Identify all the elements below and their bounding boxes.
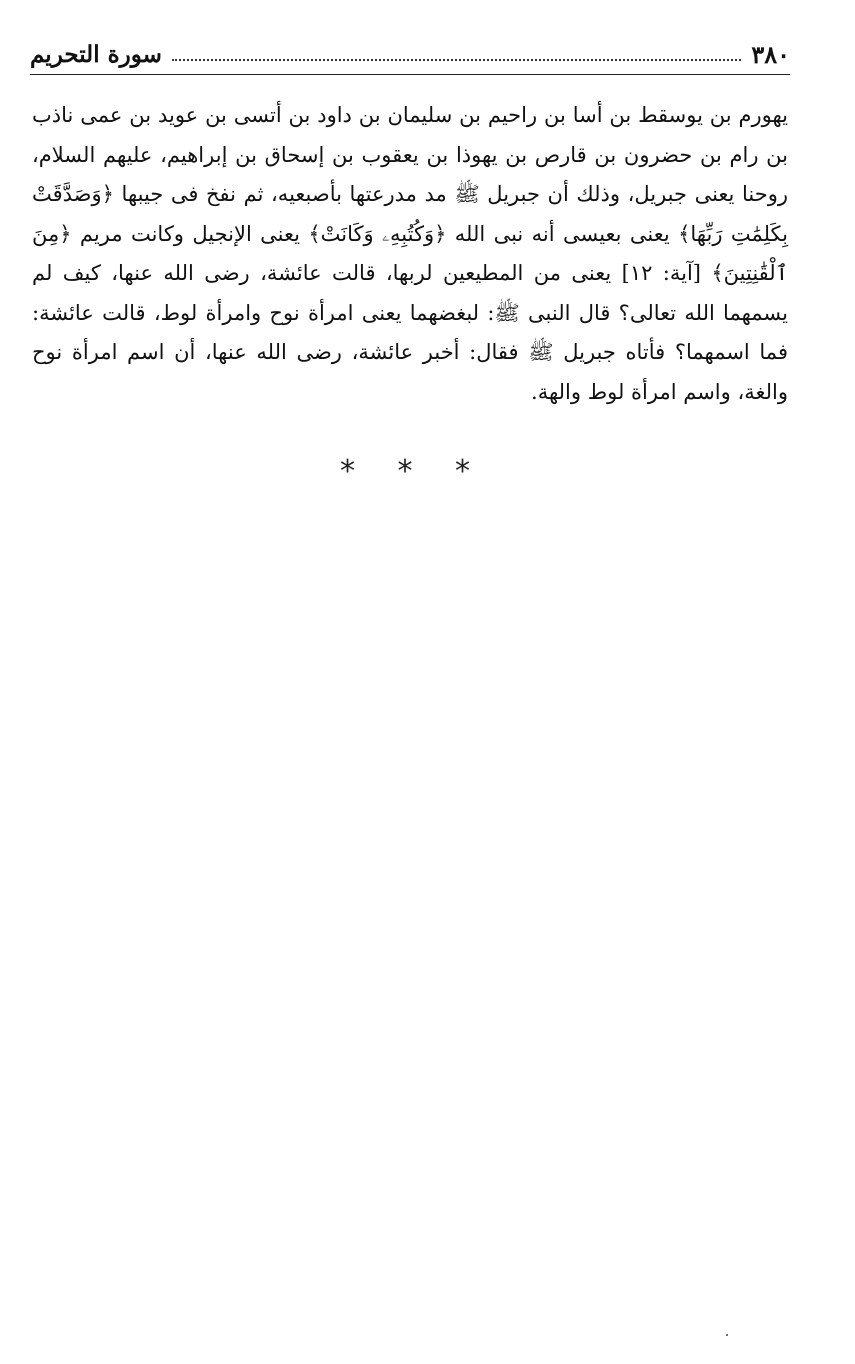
running-header (30, 34, 790, 75)
surah-title: سورة التحريم (30, 40, 162, 68)
page-number: ٣٨٠ (751, 39, 790, 69)
scan-speck (726, 1334, 728, 1336)
section-separator (340, 452, 470, 492)
asterisk-icon: * (340, 454, 355, 489)
body-paragraph: يهورم بن يوسقط بن أسا بن راحيم بن سليمان بن داود بن أتسى بن عويد بن عمى ناذب بن رام بن حضرون بن قارص بن يهوذا بن يعقوب بن إسحاق بن إبراهيم، عليهم السلام، روحنا يعنى جبريل، وذلك أن جبريل ﷺ مد مدرعتها بأصبعيه، ثم نفخ فى جيبها ﴿وَصَدَّقَتْ بِكَلِمَٰتِ رَبِّهَا﴾ يعنى بعيسى أنه نبى الله ﴿وَكُتُبِهِۦ وَكَانَتْ﴾ يعنى الإنجيل وكانت مريم ﴿مِنَ ٱلْقَٰنِتِينَ﴾ [آية: ١٢] يعنى من المطيعين لربها، قالت عائشة، رضى الله عنها، كيف لم يسمهما الله تعالى؟ قال النبى ﷺ: لبغضهما يعنى امرأة نوح وامرأة لوط، قالت عائشة: فما اسمهما؟ فأتاه جبريل ﷺ فقال: أخبر عائشة، رضى الله عنها، أن اسم امرأة نوح والغة، واسم امرأة لوط والهة. (32, 103, 789, 404)
asterisk-icon: * (397, 454, 413, 489)
asterisk-icon: * (455, 454, 470, 489)
leader-dots (172, 59, 741, 61)
